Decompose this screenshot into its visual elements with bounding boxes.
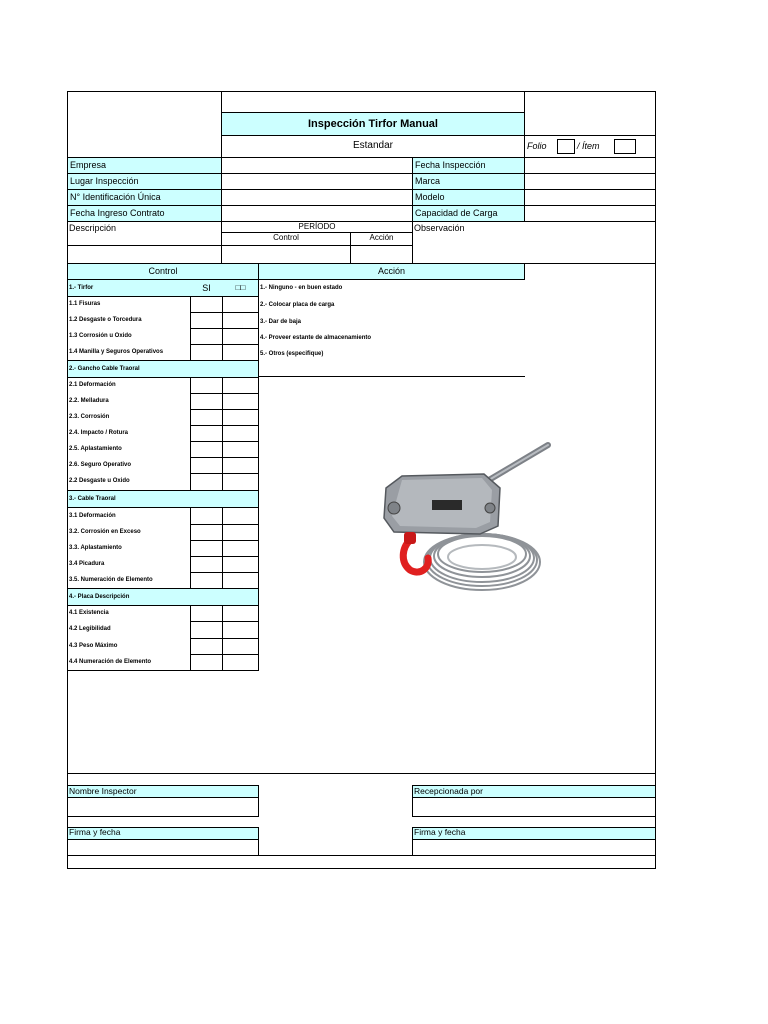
- item-3-5: 3.5. Numeración de Elemento: [69, 577, 153, 583]
- lugar-label: Lugar Inspección: [70, 176, 139, 186]
- accion-1: 1.- Ninguno - en buen estado: [260, 285, 343, 291]
- divider: [412, 816, 656, 817]
- empresa-field[interactable]: [222, 158, 412, 173]
- capacidad-field[interactable]: [525, 206, 655, 221]
- divider: [190, 312, 259, 313]
- fecha-inspeccion-field[interactable]: [525, 158, 655, 173]
- section-3-title: 3.- Cable Traoral: [69, 496, 116, 502]
- empresa-label: Empresa: [70, 160, 107, 170]
- section-1-title: 1.- Tirfor: [69, 285, 94, 291]
- divider: [258, 785, 259, 816]
- periodo-label: PERÍODO: [298, 222, 336, 231]
- divider: [190, 540, 259, 541]
- nombre-inspector-field[interactable]: [68, 798, 258, 816]
- folio-label: Folio: [527, 141, 547, 151]
- divider: [412, 827, 413, 856]
- divider: [190, 572, 259, 573]
- red-hook-icon: [403, 532, 428, 572]
- firma-der-field[interactable]: [413, 840, 655, 855]
- capacidad-label: Capacidad de Carga: [415, 208, 498, 218]
- item-1-3: 1.3 Corrosión u Oxido: [69, 333, 132, 339]
- divider: [67, 773, 656, 774]
- id-field[interactable]: [222, 190, 412, 205]
- standard-label: Estandar: [352, 140, 394, 151]
- item-3-4: 3.4 Picadura: [69, 561, 105, 567]
- divider: [190, 638, 259, 639]
- section-4-title: 4.- Placa Descripción: [69, 594, 130, 600]
- item-4-1: 4.1 Existencia: [69, 610, 109, 616]
- item-2-2: 2.2. Melladura: [69, 398, 109, 404]
- item-2-6: 2.6. Seguro Operativo: [69, 462, 132, 468]
- marca-label: Marca: [415, 176, 441, 186]
- divider: [67, 670, 259, 671]
- marca-field[interactable]: [525, 174, 655, 189]
- item-1-1: 1.1 Fisuras: [69, 301, 101, 307]
- divider: [190, 344, 259, 345]
- item-label: / Ítem: [577, 141, 600, 151]
- item-4-2: 4.2 Legibilidad: [69, 626, 111, 632]
- divider: [190, 621, 259, 622]
- periodo-control-label: Control: [273, 233, 299, 242]
- section-2-title: 2.- Gancho Cable Traoral: [69, 366, 140, 372]
- divider: [190, 393, 259, 394]
- accion-2: 2.- Colocar placa de carga: [260, 302, 335, 308]
- divider: [412, 785, 656, 786]
- divider: [524, 91, 525, 157]
- item-2-3: 2.3. Corrosión: [69, 414, 110, 420]
- fecha-ingreso-label: Fecha Ingreso Contrato: [70, 208, 165, 218]
- item-input[interactable]: [614, 139, 636, 154]
- divider: [67, 855, 656, 856]
- modelo-label: Modelo: [415, 192, 445, 202]
- item-2-4: 2.4. Impacto / Rotura: [69, 430, 129, 436]
- wire-rope-coil-icon: [424, 534, 540, 590]
- divider: [190, 409, 259, 410]
- id-label: N° Identificación Única: [70, 192, 161, 202]
- item-1-2: 1.2 Desgaste o Torcedura: [69, 317, 142, 323]
- col-no-label: □□: [235, 283, 246, 292]
- divider: [190, 328, 259, 329]
- accion-4: 4.- Proveer estante de almacenamiento: [260, 335, 372, 341]
- folio-input[interactable]: [557, 139, 575, 154]
- item-4-4: 4.4 Numeración de Elemento: [69, 659, 152, 665]
- observacion-field[interactable]: [414, 236, 654, 263]
- accion-header: Acción: [377, 266, 405, 276]
- item-2-1: 2.1 Deformación: [69, 382, 116, 388]
- accion-5: 5.- Otros (especifique): [260, 351, 324, 357]
- divider: [524, 263, 525, 280]
- divider: [258, 376, 525, 377]
- item-4-3: 4.3 Peso Máximo: [69, 643, 118, 649]
- tirfor-body-icon: [384, 474, 500, 534]
- descripcion-label: Descripción: [69, 223, 117, 233]
- periodo-accion-label: Acción: [369, 233, 394, 242]
- item-3-1: 3.1 Deformación: [69, 513, 116, 519]
- observacion-label: Observación: [414, 223, 465, 233]
- col-si-label: SI: [202, 283, 211, 293]
- page-title: Inspección Tirfor Manual: [308, 118, 438, 130]
- divider: [67, 245, 413, 246]
- item-2-7: 2.2 Desgaste u Oxido: [69, 478, 130, 484]
- divider: [190, 524, 259, 525]
- divider: [190, 654, 259, 655]
- divider: [190, 441, 259, 442]
- divider: [190, 425, 259, 426]
- divider: [67, 785, 259, 786]
- fecha-ingreso-field[interactable]: [222, 206, 412, 221]
- modelo-field[interactable]: [525, 190, 655, 205]
- accion-3: 3.- Dar de baja: [260, 319, 302, 325]
- firma-izq-field[interactable]: [68, 840, 258, 855]
- divider: [412, 785, 413, 816]
- divider: [190, 473, 259, 474]
- control-header: Control: [148, 266, 178, 276]
- recepcionada-field[interactable]: [413, 798, 655, 816]
- divider: [222, 507, 223, 588]
- fecha-inspeccion-label: Fecha Inspección: [415, 160, 486, 170]
- divider: [190, 507, 191, 588]
- item-3-3: 3.3. Aplastamiento: [69, 545, 122, 551]
- divider: [190, 556, 259, 557]
- divider: [67, 816, 259, 817]
- firma-izq-label: Firma y fecha: [69, 827, 121, 837]
- divider: [258, 827, 259, 856]
- nombre-inspector-label: Nombre Inspector: [69, 786, 137, 796]
- tirfor-device-image: [372, 400, 552, 600]
- item-2-5: 2.5. Aplastamiento: [69, 446, 122, 452]
- firma-der-label: Firma y fecha: [414, 827, 466, 837]
- lugar-field[interactable]: [222, 174, 412, 189]
- divider: [190, 457, 259, 458]
- item-3-2: 3.2. Corrosión en Exceso: [69, 529, 141, 535]
- recepcionada-label: Recepcionada por: [414, 786, 483, 796]
- item-1-4: 1.4 Manilla y Seguros Operativos: [69, 349, 164, 355]
